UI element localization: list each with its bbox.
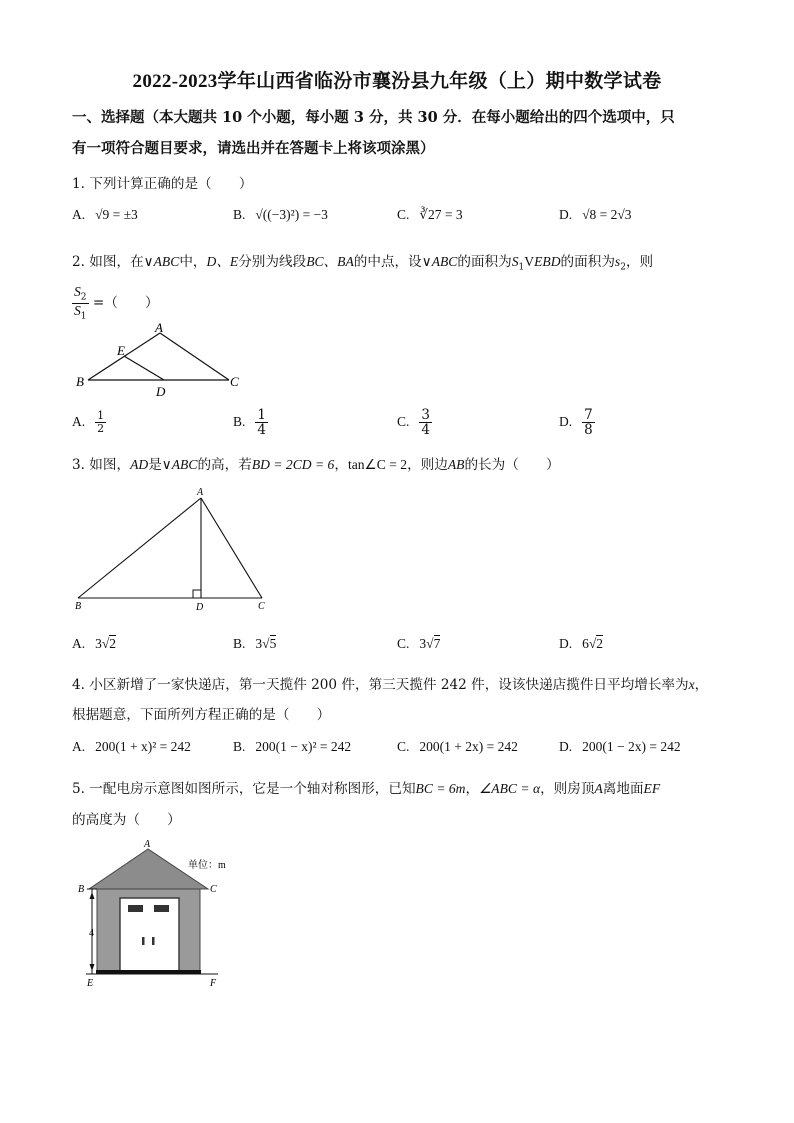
q2-option-d[interactable] — [559, 408, 595, 437]
q4-variable: x — [688, 677, 695, 692]
q5-stem-h: EF — [643, 781, 661, 796]
q3-option-c-coef: 3 — [419, 636, 427, 651]
q5-stem-line2: 的高度为（ ） — [72, 812, 181, 828]
q2-option-c-label: C. — [397, 414, 410, 430]
q2-label-d: D — [156, 384, 166, 399]
q1-option-a-text: √9 = ±3 — [95, 207, 138, 222]
q2-stem-a: 2. 如图，在 — [72, 254, 144, 270]
q3-option-d-radicand: 2 — [596, 636, 604, 651]
q5-stem-line1 — [72, 777, 660, 797]
q3-triangle-figure — [72, 484, 282, 614]
q3-option-d-coef: 6 — [582, 636, 589, 651]
q5-arrow-up-icon — [90, 892, 95, 899]
q4-option-b-text: 200(1 − x)² = 242 — [255, 739, 352, 754]
q4-option-a[interactable] — [72, 739, 191, 755]
q3-option-c-radical-icon: √ — [426, 636, 434, 651]
q2-stem-m: s — [614, 254, 621, 269]
q1-option-c[interactable] — [397, 207, 463, 223]
q2-label-a: A — [155, 320, 163, 335]
q4-option-d[interactable] — [559, 739, 681, 755]
q5-vent-left — [128, 905, 143, 912]
q2-stem-f: BC、BA — [306, 254, 354, 269]
q2-option-b-den: 4 — [257, 422, 266, 439]
q4-option-a-text: 200(1 + x)² = 242 — [95, 739, 191, 754]
q3-stem-g: ， — [334, 457, 348, 473]
q3-stem-h: tan∠C = 2 — [347, 457, 408, 472]
q2-option-c-den: 4 — [421, 422, 430, 439]
q3-stem — [72, 453, 560, 473]
q5-label-e: E — [87, 978, 94, 989]
q5-handle-right — [152, 937, 155, 945]
q3-option-d[interactable] — [559, 636, 603, 652]
q5-base — [96, 970, 201, 974]
q3-stem-b: AD — [130, 457, 149, 472]
q1-option-b-text: √((−3)²) = −3 — [255, 207, 328, 222]
q2-stem-h: ABC — [431, 254, 458, 269]
q3-label-b: B — [75, 601, 82, 612]
q2-option-b-fraction — [255, 408, 268, 437]
q3-label-d: D — [196, 602, 204, 613]
q4-option-c-text: 200(1 + 2x) = 242 — [419, 739, 518, 754]
q5-stem-d: ∠ABC = α — [479, 781, 541, 796]
q3-stem-e: 的高，若 — [197, 457, 252, 473]
q4-option-c[interactable] — [397, 739, 518, 755]
q1-option-a[interactable] — [72, 207, 138, 223]
q2-option-a[interactable] — [72, 410, 106, 434]
q5-label-f: F — [210, 978, 217, 989]
q2-option-b[interactable] — [233, 408, 268, 437]
q5-stem-f: A — [594, 781, 603, 796]
q3-option-c-label: C. — [397, 636, 410, 651]
q3-option-b-label: B. — [233, 636, 246, 651]
q2-stem-n: ，则 — [625, 254, 654, 270]
section-heading-line1: 一、选择题（本大题共 10 个小题，每小题 3 分，共 30 分．在每小题给出的四个选项中，只 — [72, 109, 675, 126]
q2-triangle-symbol-2: ∨ — [421, 254, 432, 269]
q5-arrow-down-icon — [90, 964, 95, 971]
q3-option-a-coef: 3 — [95, 636, 102, 651]
q3-stem-a: 3. 如图， — [72, 457, 131, 473]
q5-label-c: C — [210, 884, 217, 895]
q5-handle-left — [142, 937, 145, 945]
q2-stem-j: S — [511, 254, 519, 269]
q4-stem-line1 — [72, 673, 708, 693]
q1-option-d-text: √8 = 2√3 — [582, 207, 632, 222]
q5-house-figure — [72, 836, 242, 992]
q3-label-c: C — [258, 601, 265, 612]
q5-stem-g: 离地面 — [602, 781, 644, 797]
q2-tail: =（ ） — [92, 295, 159, 312]
q4-stem-line2: 根据题意，下面所列方程正确的是（ ） — [72, 707, 331, 723]
q3-segment-ac — [201, 498, 262, 598]
section-heading-line2: 有一项符合题目要求，请选出并在答题卡上将该项涂黑） — [72, 140, 435, 157]
q2-option-a-num: 1 — [97, 409, 105, 422]
q5-stem-e: ，则房顶 — [540, 781, 595, 797]
q1-option-c-label: C. — [397, 207, 410, 222]
q5-vent-right — [154, 905, 169, 912]
q2-option-c-fraction — [419, 408, 432, 437]
q3-option-b[interactable] — [233, 636, 276, 652]
q2-stem-d: D、E — [206, 254, 239, 269]
q5-height-label: 4 — [89, 928, 94, 939]
q4-option-c-label: C. — [397, 739, 410, 754]
q3-option-c[interactable] — [397, 636, 440, 652]
q5-label-a: A — [144, 839, 151, 850]
q2-option-a-label: A. — [72, 413, 86, 429]
q3-option-b-coef: 3 — [255, 636, 263, 651]
q1-option-b-label: B. — [233, 207, 246, 222]
q3-triangle-symbol: ∨ — [161, 457, 172, 472]
q2-frac-den: S — [74, 303, 81, 319]
q1-option-c-text: ∛27 = 3 — [419, 207, 463, 222]
q1-option-a-label: A. — [72, 207, 86, 222]
q4-option-d-text: 200(1 − 2x) = 242 — [582, 739, 681, 754]
q2-stem-m-sub: 2 — [620, 262, 626, 273]
q2-option-a-den: 2 — [97, 421, 105, 435]
q1-option-b[interactable] — [233, 207, 328, 223]
q3-option-d-label: D. — [559, 636, 573, 651]
q3-option-c-radicand: 7 — [433, 636, 441, 651]
q3-option-a-radicand: 2 — [109, 636, 117, 651]
q5-label-b: B — [78, 884, 85, 895]
q2-option-d-den: 8 — [584, 422, 593, 439]
q2-option-b-label: B. — [233, 414, 246, 430]
q2-option-d-num: 7 — [584, 407, 593, 423]
q3-option-b-radical-icon: √ — [262, 636, 270, 651]
q3-stem-c: 是 — [148, 457, 162, 473]
q2-stem-b: ABC — [153, 254, 180, 269]
section-heading — [72, 102, 722, 164]
q2-option-d-label: D. — [559, 414, 573, 430]
q3-option-d-radical-icon: √ — [588, 636, 597, 651]
q3-segment-ab — [78, 498, 201, 598]
page-title: 2022-2023学年山西省临汾市襄汾县九年级（上）期中数学试卷 — [132, 71, 662, 92]
q2-fraction-line — [72, 285, 159, 322]
q5-stem-b: BC = 6m — [415, 781, 466, 796]
q5-stem-c: ， — [465, 781, 480, 797]
q3-stem-k: 的长为（ ） — [464, 457, 560, 473]
q5-unit-label: 单位：m — [188, 860, 226, 871]
q2-stem-g: 的中点，设 — [353, 254, 422, 270]
q4-option-b-label: B. — [233, 739, 246, 754]
q2-stem-k: EBD — [534, 254, 561, 269]
q3-stem-f: BD = 2CD = 6 — [251, 457, 335, 472]
q1-option-d[interactable] — [559, 207, 632, 223]
q2-option-d-fraction — [582, 408, 595, 437]
q3-right-angle-mark — [193, 590, 201, 598]
q3-stem-d: ABC — [171, 457, 198, 472]
q3-option-a-radical-icon: √ — [101, 636, 110, 651]
q2-label-c: C — [230, 374, 239, 389]
q3-option-a-label: A. — [72, 636, 86, 651]
q2-option-c-num: 3 — [421, 407, 430, 423]
q1-option-d-label: D. — [559, 207, 573, 222]
q2-stem-i: 的面积为 — [457, 254, 512, 270]
q4-option-b[interactable] — [233, 739, 351, 755]
q2-triangle-symbol-3: V — [524, 254, 535, 269]
q2-stem — [72, 250, 653, 273]
q2-segment-ed — [124, 356, 164, 380]
q1-stem: 1. 下列计算正确的是（ ） — [72, 176, 253, 192]
q4-option-d-label: D. — [559, 739, 573, 754]
q3-option-a[interactable] — [72, 636, 116, 652]
q2-triangle-figure — [72, 318, 262, 404]
q2-triangle-symbol: ∨ — [143, 254, 154, 269]
q2-stem-l: 的面积为 — [560, 254, 615, 270]
q2-option-b-num: 1 — [257, 407, 266, 423]
q2-stem-e: 分别为线段 — [238, 254, 307, 270]
q2-label-b: B — [76, 374, 84, 389]
q2-segment-ac — [160, 333, 229, 380]
q3-option-b-radicand: 5 — [269, 636, 277, 651]
q2-stem-c: 中， — [179, 254, 207, 270]
q2-frac-num: S — [74, 284, 81, 299]
q2-option-a-fraction — [95, 410, 106, 434]
q2-label-e: E — [117, 343, 125, 358]
q3-stem-j: AB — [447, 457, 465, 472]
q2-option-c[interactable] — [397, 408, 432, 437]
q3-stem-i: ，则边 — [407, 457, 448, 473]
q2-ratio-fraction — [72, 285, 89, 322]
q4-stem-end: ， — [694, 677, 709, 693]
q2-stem-j-sub: 1 — [518, 262, 525, 273]
q2-frac-num-sub: 2 — [80, 292, 87, 303]
q5-stem-a: 5. 一配电房示意图如图所示，它是一个轴对称图形，已知 — [72, 781, 416, 797]
q4-stem-text: 4. 小区新增了一家快递店，第一天揽件 200 件，第三天揽件 242 件，设该快递店揽件日平均增长率为 — [72, 677, 689, 693]
q2-frac-den-sub: 1 — [80, 311, 87, 322]
q4-option-a-label: A. — [72, 739, 86, 754]
q3-label-a: A — [197, 487, 204, 498]
